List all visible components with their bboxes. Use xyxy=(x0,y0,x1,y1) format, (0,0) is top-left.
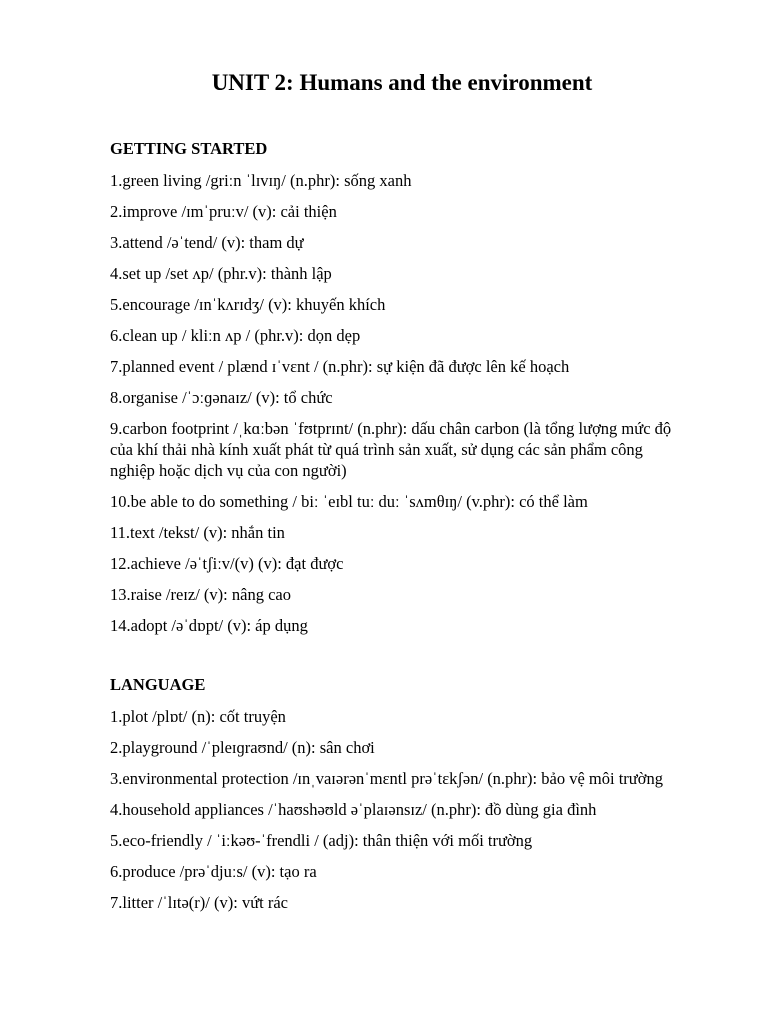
section-language xyxy=(110,675,690,923)
vocab-entry: 14.adopt /əˈdɒpt/ (v): áp dụng xyxy=(110,616,308,635)
vocab-entry: 2.improve /ɪmˈpruːv/ (v): cải thiện xyxy=(110,202,337,221)
section-heading-getting-started: GETTING STARTED xyxy=(110,139,268,158)
vocab-entry: 9.carbon footprint /ˌkɑːbən ˈfʊtprɪnt/ (n.phr): dấu chân carbon (là tổng lượng mức độ của khí thải nhà kính xuất phát từ quá trình sản xuất, sử dụng các sản phẩm công nghiệp hoặc dịch vụ của con người) xyxy=(110,419,672,480)
section-heading-language: LANGUAGE xyxy=(110,675,206,694)
vocab-entry: 5.encourage /ɪnˈkʌrɪdʒ/ (v): khuyến khích xyxy=(110,295,386,314)
vocab-entry: 4.set up /set ʌp/ (phr.v): thành lập xyxy=(110,264,332,283)
vocab-entry: 2.playground /ˈpleɪɡraʊnd/ (n): sân chơi xyxy=(110,738,375,757)
vocab-entry: 13.raise /reɪz/ (v): nâng cao xyxy=(110,585,291,604)
vocab-entry: 5.eco-friendly / ˈiːkəʊ-ˈfrendli / (adj): thân thiện với mối trường xyxy=(110,831,533,850)
vocab-entry: 4.household appliances /ˈhaʊshəʊld əˈplaɪənsɪz/ (n.phr): đồ dùng gia đình xyxy=(110,800,597,819)
vocab-entry: 11.text /tekst/ (v): nhắn tin xyxy=(110,523,285,542)
vocab-entry: 6.produce /prəˈdjuːs/ (v): tạo ra xyxy=(110,862,317,881)
section-getting-started xyxy=(110,139,690,646)
vocab-entry: 1.green living /griːn ˈlɪvɪŋ/ (n.phr): sống xanh xyxy=(110,171,412,190)
vocab-entry: 12.achieve /əˈtʃiːv/(v) (v): đạt được xyxy=(110,554,344,573)
vocab-entry: 3.environmental protection /ɪnˌvaɪərənˈmɛntl prəˈtɛkʃən/ (n.phr): bảo vệ môi trường xyxy=(110,769,663,788)
vocab-entry: 8.organise /ˈɔːɡənaɪz/ (v): tổ chức xyxy=(110,388,333,407)
vocab-entry: 6.clean up / kliːn ʌp / (phr.v): dọn dẹp xyxy=(110,326,361,345)
unit-title: UNIT 2: Humans and the environment xyxy=(211,70,593,95)
vocab-entry: 7.planned event / plænd ɪˈvɛnt / (n.phr): sự kiện đã được lên kế hoạch xyxy=(110,357,570,376)
vocab-entry: 7.litter /ˈlɪtə(r)/ (v): vứt rác xyxy=(110,893,288,912)
vocab-entry: 1.plot /plɒt/ (n): cốt truyện xyxy=(110,707,286,726)
vocab-entry: 3.attend /əˈtend/ (v): tham dự xyxy=(110,233,304,252)
vocab-entry: 10.be able to do something / biː ˈeɪbl tuː duː ˈsʌmθɪŋ/ (v.phr): có thể làm xyxy=(110,492,588,511)
